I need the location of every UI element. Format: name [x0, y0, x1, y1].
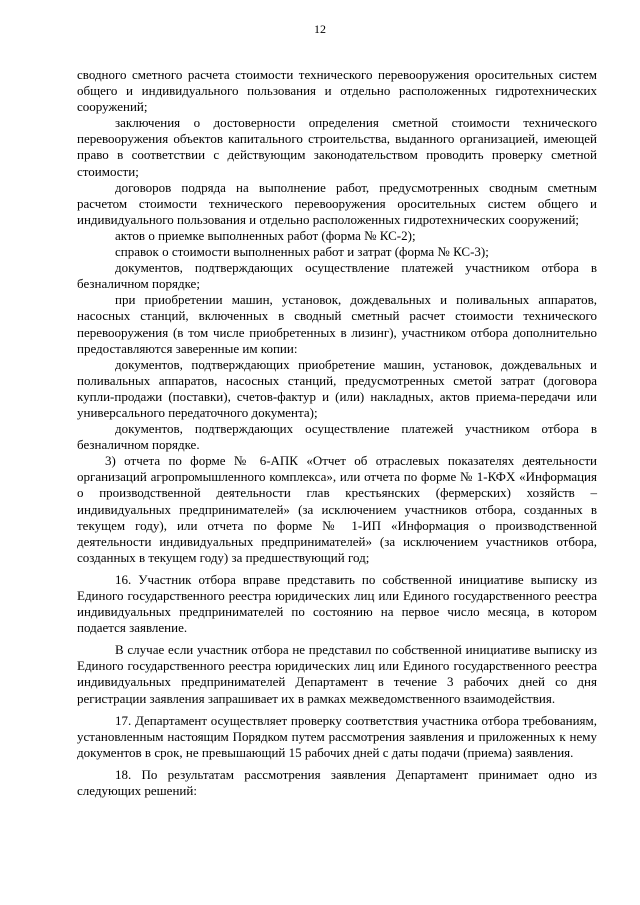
paragraph-clause-18: 18. По результатам рассмотрения заявления Департамент принимает одно из следующих решений:: [77, 766, 597, 799]
paragraph-estimate: сводного сметного расчета стоимости технического перевооружения оросительных систем общего и индивидуального пользования и отдельно расположенных гидротехнических сооружений;: [77, 67, 597, 115]
paragraph-purchase-docs: документов, подтверждающих приобретение машин, установок, дождевальных и поливальных аппаратов, насосных станций, предусмотренных сметой затрат (договора купли-продажи (поставки), счетов-фактур и (или) накладных, актов приема-передачи или универсального передаточного документа);: [77, 356, 597, 420]
document-body: [77, 67, 597, 799]
paragraph-contracts: договоров подряда на выполнение работ, предусмотренных сводным сметным расчетом стоимости технического перевооружения оросительных систем общего и индивидуального пользования и отдельно расположенных гидротехнических сооружений;: [77, 179, 597, 227]
paragraph-item-3: 3) отчета по форме № 6-АПК «Отчет об отраслевых показателях деятельности организаций агропромышленного комплекса», или отчета по форме № 1-КФХ «Информация о производственной деятельности глав крестьянских (фермерских) хозяйств – индивидуальных предпринимателей» (за исключением участников отбора, созданных в текущем году), или отчета по форме № 1-ИП «Информация о производственной деятельности индивидуальных предпринимателей» (за исключением участников отбора, созданных в текущем году) за предшествующий год;: [77, 453, 597, 565]
paragraph-payments-2: документов, подтверждающих осуществление платежей участником отбора в безналичном порядке.: [77, 421, 597, 453]
paragraph-clause-16: 16. Участник отбора вправе представить по собственной инициативе выписку из Единого государственного реестра юридических лиц или Единого государственного реестра индивидуальных предпринимателей по состоянию на первое число месяца, в котором подается заявление.: [77, 571, 597, 636]
paragraph-ks3: справок о стоимости выполненных работ и затрат (форма № КС-3);: [115, 244, 489, 260]
paragraph-clause-17: 17. Департамент осуществляет проверку соответствия участника отбора требованиям, установленным настоящим Порядком путем рассмотрения заявления и приложенных к нему документов в срок, не превышающий 15 рабочих дней с даты подачи (приема) заявления.: [77, 712, 597, 760]
page-number: 12: [314, 22, 326, 36]
paragraph-machinery: при приобретении машин, установок, дождевальных и поливальных аппаратов, насосных станций, включенных в сводный сметный расчет стоимости технического перевооружения (в том числе приобретенных в лизинг), участником отбора дополнительно предоставляются заверенные им копии:: [77, 292, 597, 356]
paragraph-clause-16-case: В случае если участник отбора не представил по собственной инициативе выписку из Единого государственного реестра юридических лиц или Единого государственного реестра индивидуальных предпринимателей Департамент в течение 3 рабочих дней со дня регистрации заявления запрашивает их в рамках межведомственного взаимодействия.: [77, 642, 597, 706]
paragraph-conclusion: заключения о достоверности определения сметной стоимости технического перевооружения объектов капитального строительства, выданного организацией, имеющей право в соответствии с действующим законодательством проводить проверку сметной стоимости;: [77, 115, 597, 179]
paragraph-payments: документов, подтверждающих осуществление платежей участником отбора в безналичном порядке;: [77, 260, 597, 292]
paragraph-ks2: актов о приемке выполненных работ (форма № КС-2);: [115, 227, 416, 243]
